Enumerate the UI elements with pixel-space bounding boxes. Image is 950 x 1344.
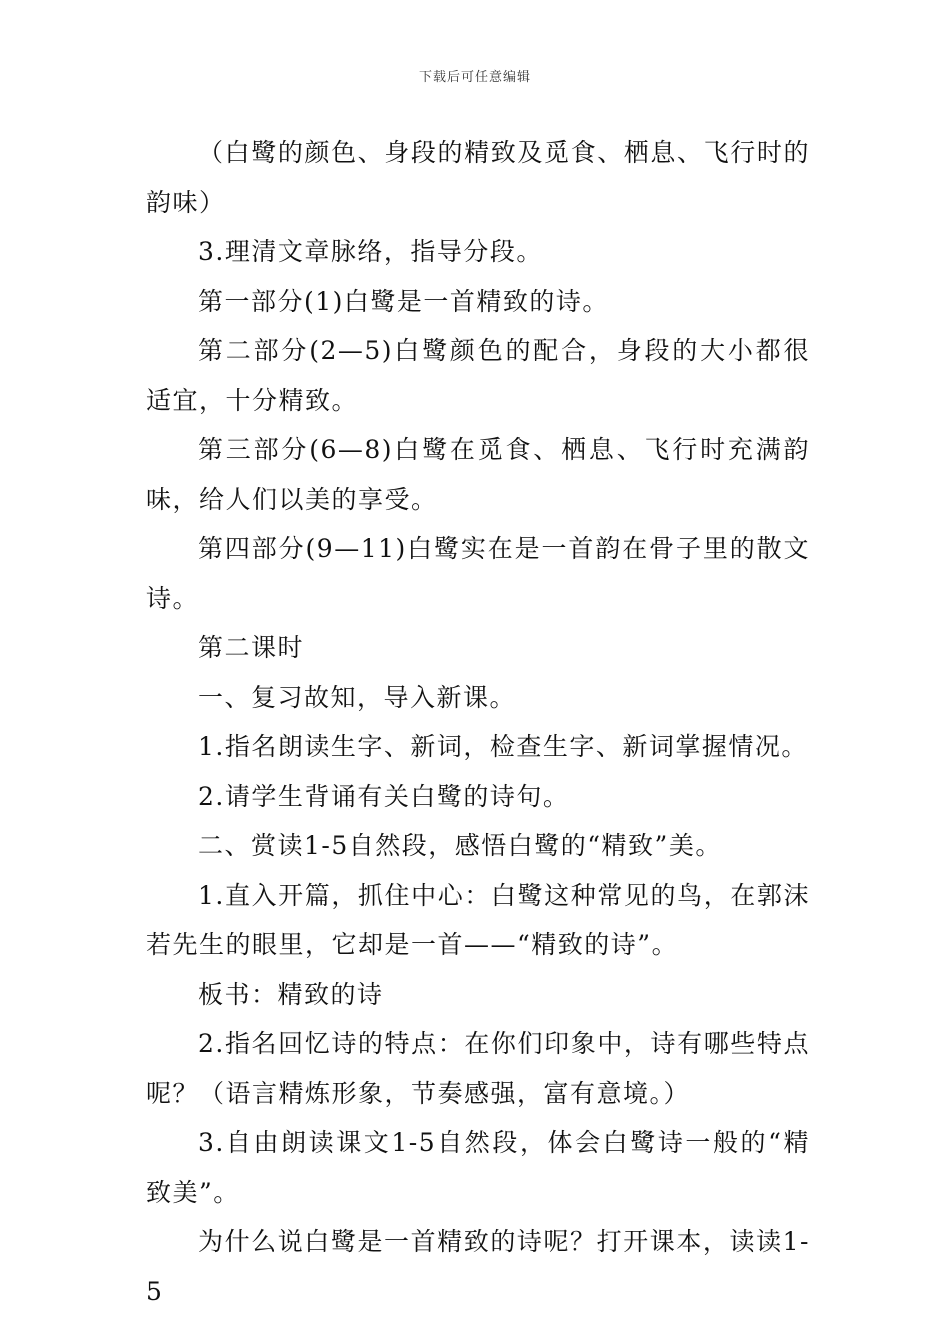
paragraph: 3.自由朗读课文1-5自然段，体会白鹭诗一般的“精致美”。 [146, 1128, 810, 1207]
section-heading: 第二课时 [198, 633, 305, 662]
paragraph: 1.指名朗读生字、新词，检查生字、新词掌握情况。 [198, 732, 808, 761]
paragraph: 2.指名回忆诗的特点：在你们印象中，诗有哪些特点呢？（语言精炼形象，节奏感强，富有意境。） [146, 1029, 810, 1108]
paragraph: 第二部分(2—5)白鹭颜色的配合，身段的大小都很适宜，十分精致。 [146, 336, 810, 415]
paragraph: 一、复习故知，导入新课。 [198, 682, 517, 712]
paragraph: 第一部分(1)白鹭是一首精致的诗。 [198, 286, 609, 316]
paragraph: 为什么说白鹭是一首精致的诗呢？打开课本，读读1-5 [146, 1227, 810, 1306]
page-header: 下载后可任意编辑 [418, 70, 531, 85]
paragraph: （白鹭的颜色、身段的精致及觅食、栖息、飞行时的韵味） [146, 138, 810, 217]
paragraph: 1.直入开篇，抓住中心：白鹭这种常见的鸟，在郭沫若先生的眼里，它却是一首——“精致的诗”。 [146, 880, 810, 959]
paragraph: 板书：精致的诗 [198, 979, 384, 1009]
document-body [146, 128, 810, 1316]
paragraph: 3.理清文章脉络，指导分段。 [198, 237, 543, 266]
paragraph: 二、赏读1-5自然段，感悟白鹭的“精致”美。 [198, 831, 722, 860]
paragraph: 2.请学生背诵有关白鹭的诗句。 [198, 781, 570, 811]
paragraph: 第三部分(6—8)白鹭在觅食、栖息、飞行时充满韵味，给人们以美的享受。 [146, 435, 810, 514]
paragraph: 第四部分(9—11)白鹭实在是一首韵在骨子里的散文诗。 [146, 534, 810, 613]
